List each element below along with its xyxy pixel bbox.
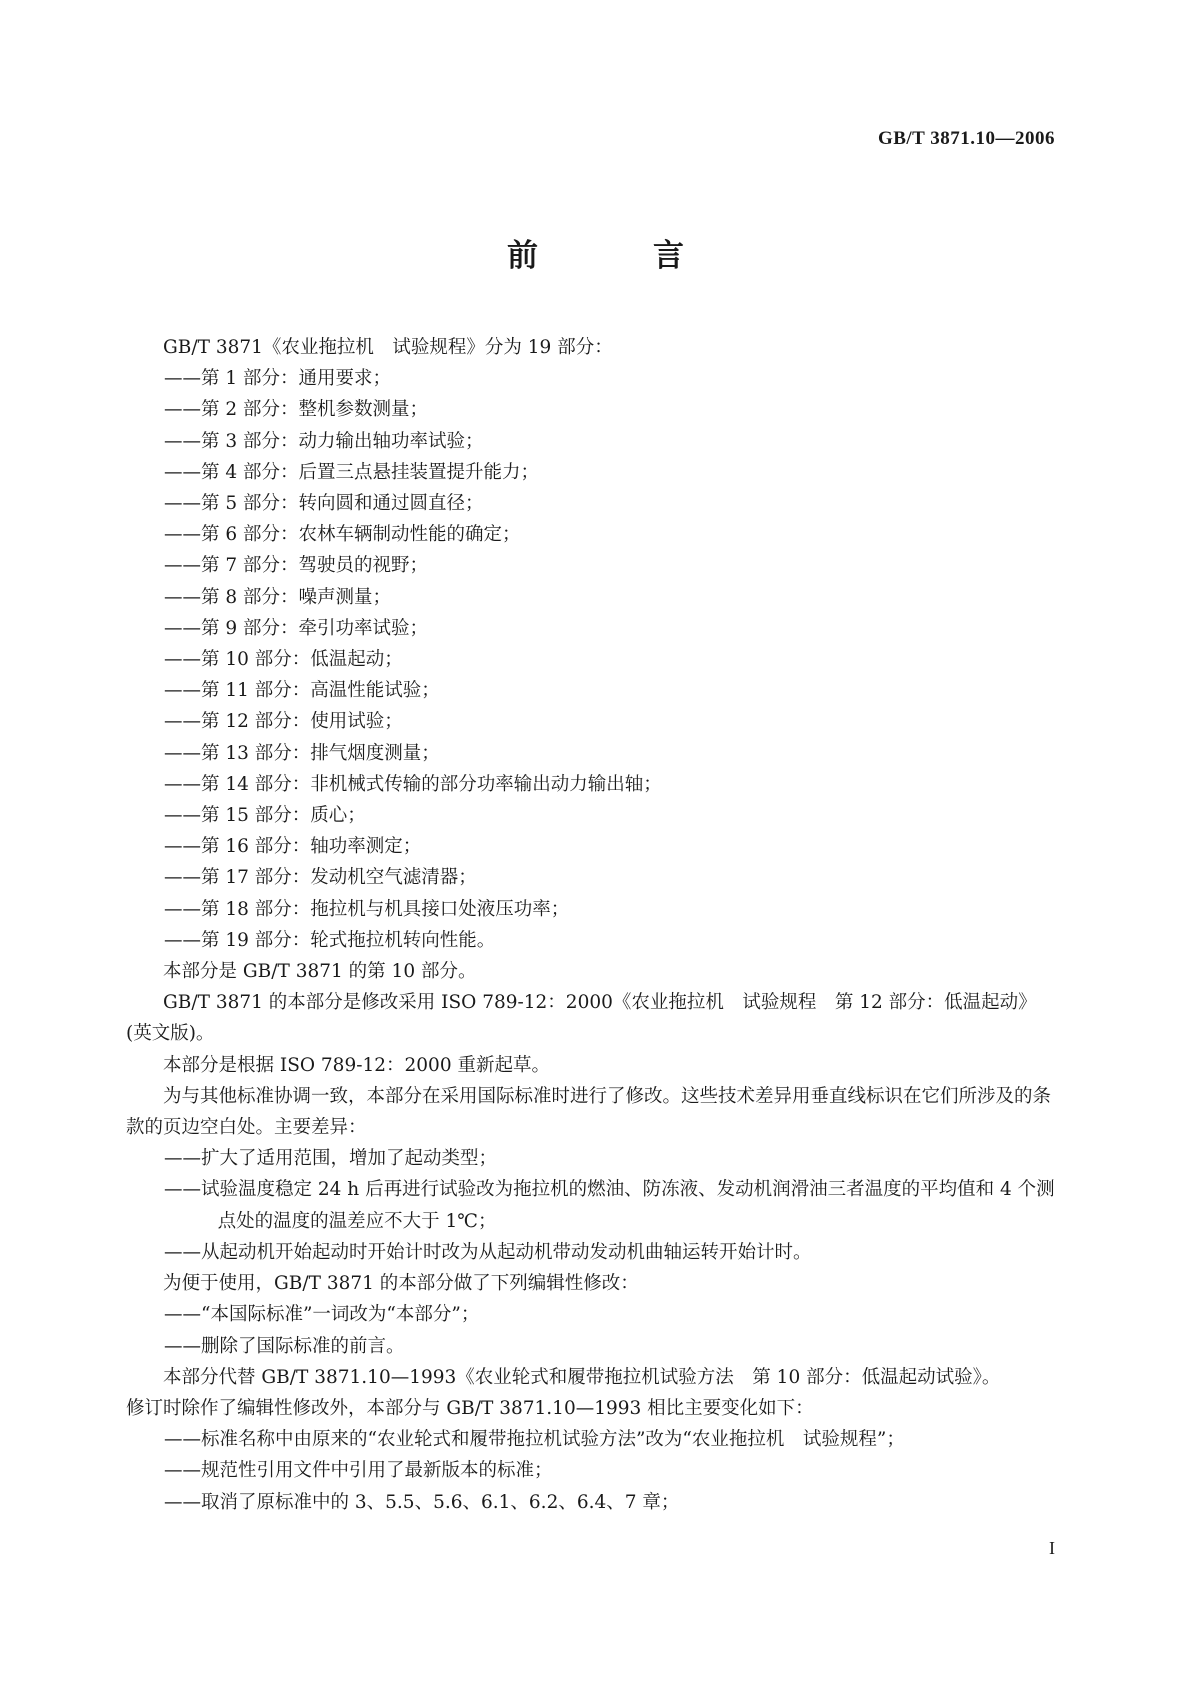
list-item: ——扩大了适用范围，增加了起动类型； (164, 1148, 498, 1170)
revision-paragraph: 修订时除作了编辑性修改外，本部分与 GB/T 3871.10—1993 相比主要变化如下： (126, 1397, 814, 1419)
redrafted-paragraph: 本部分是根据 ISO 789-12：2000 重新起草。 (163, 1054, 550, 1076)
page-number: I (1049, 1538, 1055, 1558)
list-item: ——第 12 部分：使用试验； (164, 711, 403, 733)
main-changes-list (126, 1424, 1058, 1518)
list-item: ——从起动机开始起动时开始计时改为从起动机带动发动机曲轴运转开始计时。 (164, 1241, 812, 1263)
page-title: 前 言 (507, 238, 726, 274)
parts-list (126, 363, 1058, 956)
this-part-paragraph: 本部分是 GB/T 3871 的第 10 部分。 (163, 961, 477, 983)
list-item: ——第 10 部分：低温起动； (164, 649, 403, 671)
list-item: ——第 1 部分：通用要求； (164, 368, 392, 390)
editorial-paragraph: 为便于使用，GB/T 3871 的本部分做了下列编辑性修改： (163, 1273, 639, 1295)
list-item: ——第 2 部分：整机参数测量； (164, 399, 429, 421)
list-item: ——第 8 部分：噪声测量； (164, 586, 392, 608)
list-item: ——第 16 部分：轴功率测定； (164, 836, 422, 858)
list-item: ——取消了原标准中的 3、5.5、5.6、6.1、6.2、6.4、7 章； (164, 1491, 680, 1513)
list-item: ——第 5 部分：转向圆和通过圆直径； (164, 493, 484, 515)
list-item: ——第 13 部分：排气烟度测量； (164, 742, 440, 764)
list-item: ——第 4 部分：后置三点悬挂装置提升能力； (164, 461, 540, 483)
list-item: ——删除了国际标准的前言。 (164, 1335, 405, 1357)
modification-paragraph: 为与其他标准协调一致，本部分在采用国际标准时进行了修改。这些技术差异用垂直线标识在它们所涉及的条款的页边空白处。主要差异： (126, 1085, 1052, 1139)
list-item: ——第 11 部分：高温性能试验； (164, 680, 440, 702)
list-item: ——第 7 部分：驾驶员的视野； (164, 555, 429, 577)
list-item: ——标准名称中由原来的“农业轮式和履带拖拉机试验方法”改为“农业拖拉机 试验规程”； (164, 1429, 905, 1451)
differences-list (126, 1143, 1058, 1268)
list-item: ——规范性引用文件中引用了最新版本的标准； (164, 1460, 553, 1482)
foreword-body (126, 332, 1058, 1518)
list-item: ——第 9 部分：牵引功率试验； (164, 617, 429, 639)
document-id: GB/T 3871.10—2006 (877, 128, 1055, 149)
list-item: ——第 17 部分：发动机空气滤清器； (164, 867, 477, 889)
list-item: ——第 18 部分：拖拉机与机具接口处液压功率； (164, 898, 570, 920)
intro-paragraph: GB/T 3871《农业拖拉机 试验规程》分为 19 部分： (163, 337, 613, 358)
list-item: ——第 14 部分：非机械式传输的部分功率输出动力输出轴； (164, 773, 662, 795)
list-item: ——第 6 部分：农林车辆制动性能的确定； (164, 524, 521, 546)
list-item: ——第 15 部分：质心； (164, 805, 366, 827)
list-item: ——试验温度稳定 24 h 后再进行试验改为拖拉机的燃油、防冻液、发动机润滑油三者温度的平均值和 4 个测点处的温度的温差应不大于 1℃； (164, 1179, 1055, 1232)
list-item: ——第 3 部分：动力输出轴功率试验； (164, 430, 484, 452)
adoption-paragraph: GB/T 3871 的本部分是修改采用 ISO 789-12：2000《农业拖拉机 试验规程 第 12 部分：低温起动》(英文版)。 (126, 992, 1037, 1045)
list-item: ——第 19 部分：轮式拖拉机转向性能。 (164, 929, 496, 951)
list-item: ——“本国际标准”一词改为“本部分”； (164, 1304, 480, 1326)
editorial-list (126, 1299, 1058, 1361)
replaces-paragraph: 本部分代替 GB/T 3871.10—1993《农业轮式和履带拖拉机试验方法 第 10 部分：低温起动试验》。 (163, 1366, 1001, 1388)
